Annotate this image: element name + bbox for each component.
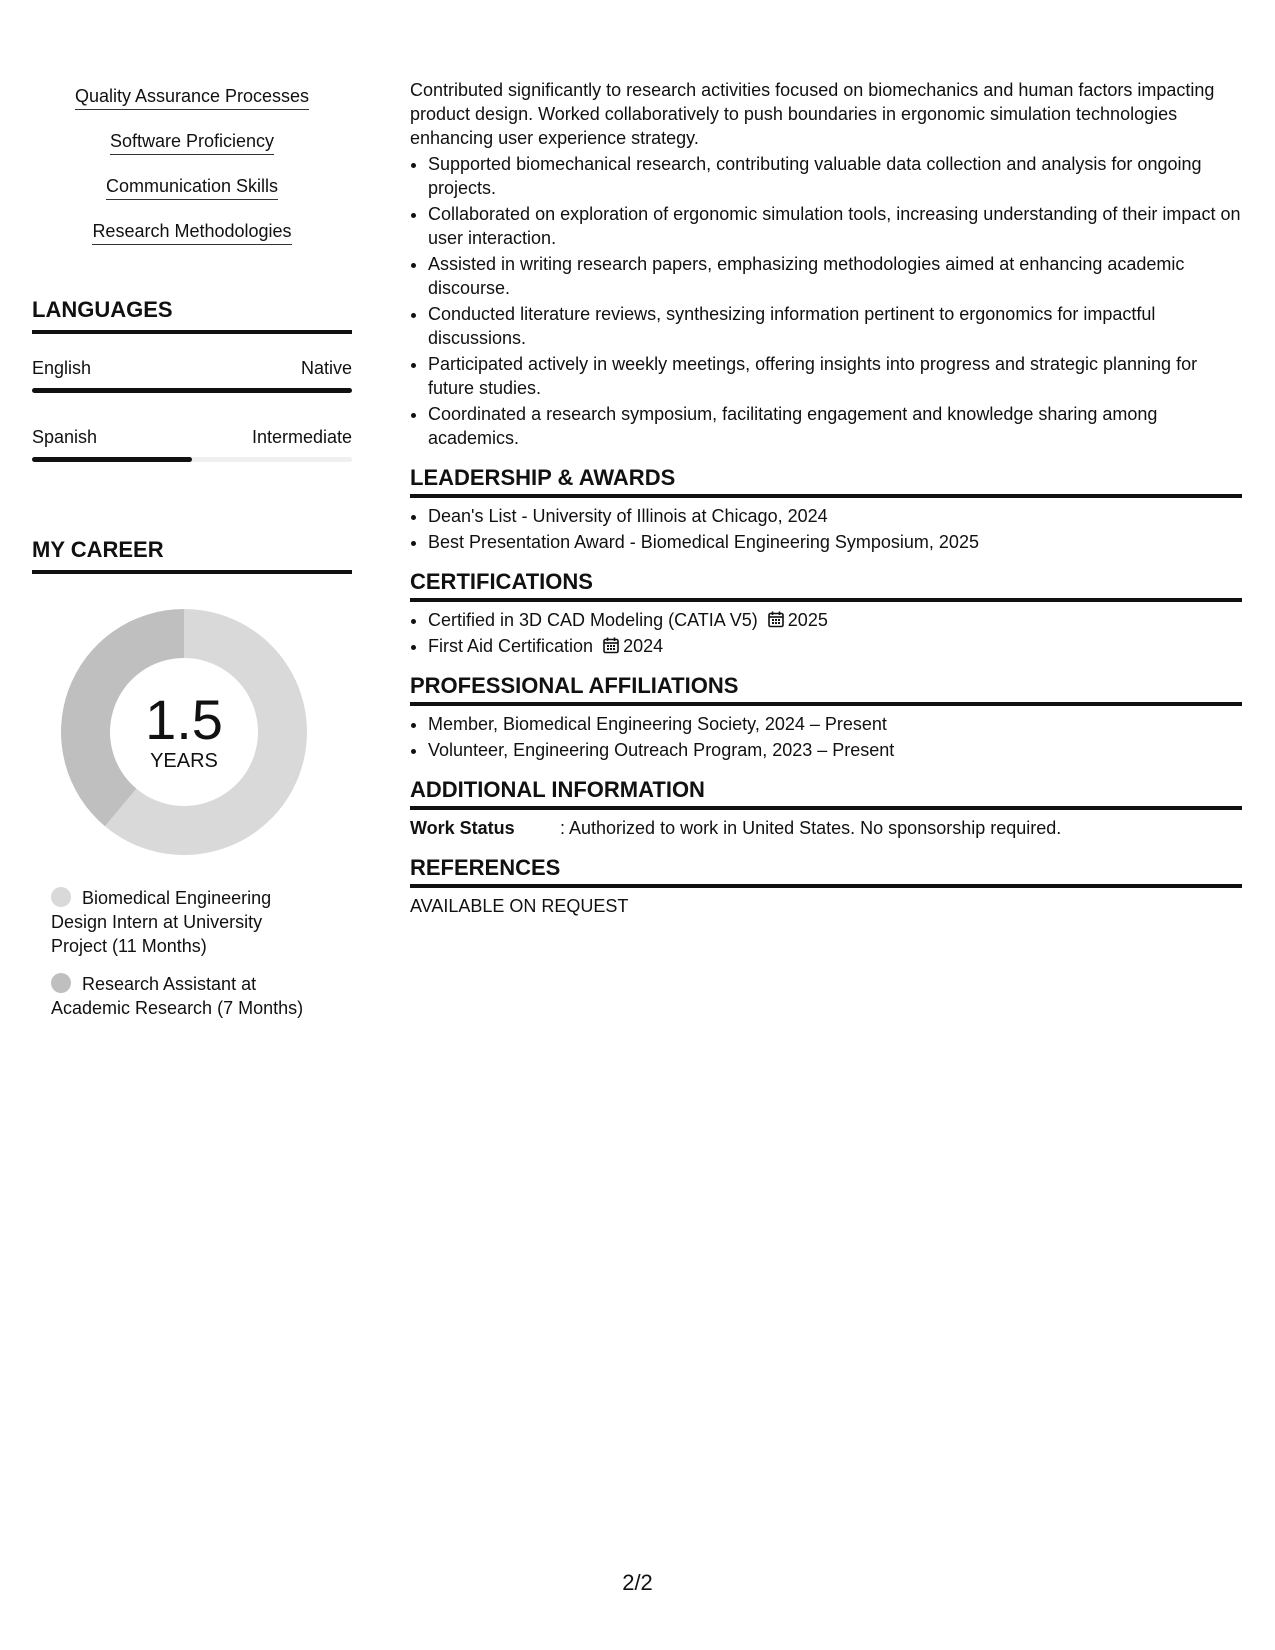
calendar-icon: [603, 637, 619, 654]
references-text: AVAILABLE ON REQUEST: [410, 896, 629, 916]
experience-bullets: [410, 152, 1242, 450]
career-legend-item: [51, 972, 321, 1020]
affiliation-item: • Member, Biomedical Engineering Society, 2024 – Present: [428, 712, 1242, 736]
languages-heading: LANGUAGES: [32, 296, 352, 334]
career-total-unit: YEARS: [150, 750, 218, 772]
career-heading: MY CAREER: [32, 536, 352, 574]
skill-label: Software Proficiency: [110, 129, 274, 155]
leadership-item: • Best Presentation Award - Biomedical Engineering Symposium, 2025: [428, 530, 1242, 554]
language-level: Intermediate: [251, 427, 352, 447]
career-donut-chart: [54, 602, 314, 862]
certifications-list: [410, 608, 1242, 658]
right-column: [410, 78, 1242, 918]
experience-summary: Contributed significantly to research activities focused on biomechanics and human factors impacting product design. Worked collaboratively to push boundaries in ergonomic simulation technologies enhancing user experience strategy.: [410, 80, 1215, 148]
leadership-heading: LEADERSHIP & AWARDS: [410, 464, 1242, 498]
references-heading: REFERENCES: [410, 854, 1242, 888]
language-item: [32, 425, 352, 462]
experience-bullet: • Coordinated a research symposium, facilitating engagement and knowledge sharing among academics.: [428, 402, 1242, 450]
skills-list: [32, 84, 352, 245]
work-status-label: Work Status: [410, 818, 515, 838]
affiliations-heading: PROFESSIONAL AFFILIATIONS: [410, 672, 1242, 706]
career-legend-label: Biomedical Engineering Design Intern at University Project (11 Months): [51, 888, 272, 956]
leadership-item: • Dean's List - University of Illinois at Chicago, 2024: [428, 504, 1242, 528]
career-total-value: 1.5: [145, 688, 223, 751]
experience-bullet: • Supported biomechanical research, contributing valuable data collection and analysis for ongoing projects.: [428, 152, 1242, 200]
certification-name: First Aid Certification: [428, 636, 594, 656]
page-number: 2/2: [622, 1570, 653, 1595]
experience-bullet: • Assisted in writing research papers, emphasizing methodologies aimed at enhancing academic discourse.: [428, 252, 1242, 300]
skill-item: [32, 84, 352, 110]
leadership-list: [410, 504, 1242, 554]
skill-item: [32, 174, 352, 200]
language-level: Native: [300, 358, 352, 378]
language-name: English: [32, 358, 92, 378]
additional-info-heading: ADDITIONAL INFORMATION: [410, 776, 1242, 810]
certification-year: 2025: [787, 610, 828, 630]
skill-item: [32, 219, 352, 245]
experience-bullet: • Participated actively in weekly meetings, offering insights into progress and strategic planning for future studies.: [428, 352, 1242, 400]
certification-item: [428, 634, 1242, 658]
certification-item: [428, 608, 1242, 632]
legend-dot-icon: [51, 887, 71, 907]
legend-dot-icon: [51, 973, 71, 993]
career-legend-label: Research Assistant at Academic Research (7 Months): [51, 974, 304, 1018]
certification-name: Certified in 3D CAD Modeling (CATIA V5): [428, 610, 758, 630]
donut-center: [54, 602, 314, 862]
language-name: Spanish: [32, 427, 98, 447]
affiliation-item: • Volunteer, Engineering Outreach Program, 2023 – Present: [428, 738, 1242, 762]
language-item: [32, 356, 352, 393]
affiliations-list: [410, 712, 1242, 762]
language-proficiency-fill: [32, 388, 352, 393]
left-column: [32, 84, 352, 1034]
language-proficiency-bar: [32, 388, 352, 393]
skill-label: Communication Skills: [106, 174, 278, 200]
skill-label: Research Methodologies: [92, 219, 291, 245]
skill-label: Quality Assurance Processes: [75, 84, 309, 110]
certification-year: 2024: [623, 636, 664, 656]
experience-bullet: • Collaborated on exploration of ergonomic simulation tools, increasing understanding of their impact on user interaction.: [428, 202, 1242, 250]
career-legend: [32, 886, 352, 1020]
work-status-row: [410, 816, 1242, 840]
career-legend-item: [51, 886, 321, 958]
skill-item: [32, 129, 352, 155]
certifications-heading: CERTIFICATIONS: [410, 568, 1242, 602]
work-status-value: : Authorized to work in United States. No sponsorship required.: [560, 818, 1062, 838]
calendar-icon: [768, 611, 784, 628]
experience-bullet: • Conducted literature reviews, synthesizing information pertinent to ergonomics for impactful discussions.: [428, 302, 1242, 350]
